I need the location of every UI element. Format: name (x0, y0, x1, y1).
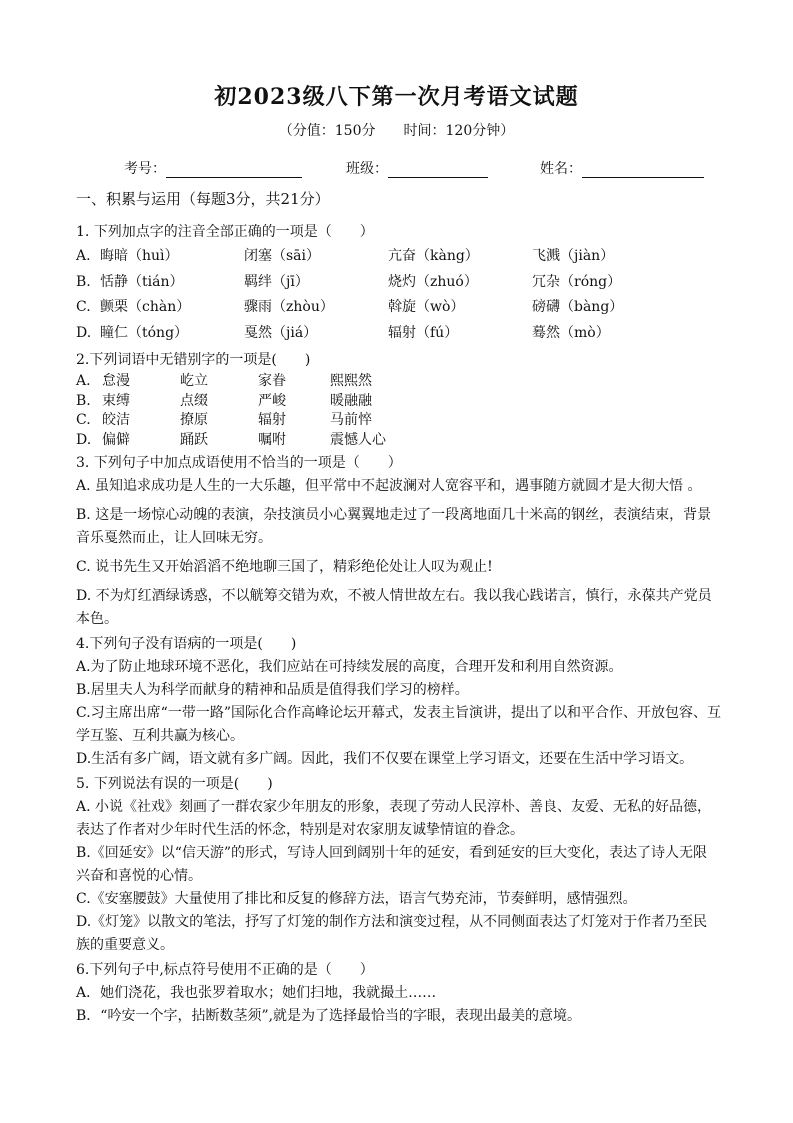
option-word: 撩原 (180, 412, 208, 428)
option-label: D. (76, 431, 92, 448)
option-word: 熙熙然 (330, 373, 372, 389)
option-word: 震憾人心 (330, 431, 386, 448)
question-stem: 4.下列句子没有语病的一项是( ) (76, 636, 297, 652)
option-word: 怠漫 (102, 373, 130, 389)
option-word: 暖融融 (330, 392, 372, 409)
question-6 (76, 959, 721, 1028)
option-b[interactable]: B.《回延安》以“信天游”的形式，写诗人回到阔别十年的延安，看到延安的巨大变化，表达了诗人无限兴奋和喜悦的心情。 (76, 845, 708, 884)
question-4 (76, 633, 721, 771)
option-a[interactable]: A．她们浇花，我也张罗着取水；她们扫地，我就撮土…… (76, 985, 437, 1001)
option-item: 骤雨（zhòu） (244, 299, 334, 315)
option-d[interactable]: D.《灯笼》以散文的笔法，抒写了灯笼的制作方法和演变过程，从不同侧面表达了灯笼对于作者乃至民族的重要意义。 (76, 914, 708, 953)
score-info: （分值：150分 (278, 123, 376, 139)
question-stem: 3. 下列句子中加点成语使用不恰当的一项是（ ） (76, 455, 402, 471)
option-row[interactable] (76, 244, 721, 270)
option-item: 辐射（fú） (388, 324, 459, 341)
name-field[interactable] (540, 158, 704, 178)
option-a[interactable]: A. 小说《社戏》刻画了一群农家少年朋友的形象，表现了劳动人民淳朴、善良、友爱、无私的好品德，表达了作者对少年时代生活的怀念，特别是对农家朋友诚挚情谊的眷念。 (76, 799, 712, 838)
option-b[interactable]: B.居里夫人为科学而献身的精神和品质是值得我们学习的榜样。 (76, 682, 469, 698)
name-blank[interactable] (582, 163, 704, 178)
option-word: 点缀 (180, 392, 208, 409)
option-label: C. (76, 299, 91, 315)
option-word: 严峻 (258, 392, 286, 409)
question-5 (76, 773, 721, 957)
option-item: 瞳仁（tóng） (100, 324, 189, 341)
question-2 (76, 348, 721, 450)
exam-no-blank[interactable] (166, 163, 302, 178)
option-item: 烧灼（zhuó） (388, 273, 478, 290)
question-stem: 6.下列句子中,标点符号使用不正确的是（ ） (76, 962, 374, 978)
option-b[interactable]: B．“吟安一个字，拈断数茎须”,就是为了选择最恰当的字眼，表现出最美的意境。 (76, 1008, 582, 1024)
option-c[interactable]: C.《安塞腰鼓》大量使用了排比和反复的修辞方法，语言气势充沛，节奏鲜明，感情强烈。 (76, 891, 637, 907)
option-item: 磅礴（bàng） (532, 299, 624, 315)
option-item: 蓦然（mò） (532, 324, 610, 341)
option-word: 家眷 (258, 373, 286, 389)
exam-no-label: 考号： (124, 161, 166, 177)
student-info-row (0, 158, 793, 180)
option-label: B. (76, 273, 91, 290)
page-title: 初2023级八下第一次月考语文试题 (214, 84, 579, 110)
option-word: 马前悴 (330, 412, 372, 428)
option-d[interactable]: D. 不为灯红酒绿诱惑，不以觥筹交错为欢，不被人情世故左右。我以我心践诺言，慎行，永葆共产党员本色。 (76, 588, 712, 627)
option-a[interactable]: A. 虽知追求成功是人生的一大乐趣，但平常中不起波澜对人宽容平和，遇事随方就圆才是大彻大悟 。 (76, 478, 702, 494)
option-label: A. (76, 248, 91, 264)
exam-no-field[interactable] (124, 158, 302, 178)
section-heading: 一、积累与运用（每题3分，共21分） (76, 190, 330, 208)
option-item: 闭塞（sāi） (244, 248, 321, 264)
option-row[interactable] (76, 392, 721, 412)
option-item: 恬静（tián） (100, 273, 184, 290)
option-row[interactable] (76, 411, 721, 431)
option-row[interactable] (76, 372, 721, 392)
option-label: B. (76, 392, 91, 409)
option-item: 亢奋（kàng） (388, 248, 479, 264)
option-a[interactable]: A.为了防止地球环境不恶化，我们应站在可持续发展的高度，合理开发和利用自然资源。 (76, 659, 623, 675)
option-c[interactable]: C. 说书先生又开始滔滔不绝地聊三国了，精彩绝伦处让人叹为观止! (76, 559, 493, 575)
option-d[interactable]: D.生活有多广阔，语文就有多广阔。因此，我们不仅要在课堂上学习语文，还要在生活中学习语文。 (76, 751, 694, 767)
option-item: 羁绊（jī） (244, 273, 309, 290)
question-3 (76, 452, 721, 631)
option-word: 皎洁 (102, 412, 130, 428)
option-item: 冗杂（róng） (532, 273, 622, 290)
option-row[interactable] (76, 321, 721, 347)
class-label: 班级： (346, 161, 388, 177)
option-label: D. (76, 324, 92, 341)
option-row[interactable] (76, 431, 721, 451)
option-word: 偏僻 (102, 431, 130, 448)
option-item: 戛然（jiá） (244, 324, 318, 341)
option-row[interactable] (76, 270, 721, 296)
question-stem: 5. 下列说法有误的一项是( ) (76, 776, 273, 792)
name-label: 姓名： (540, 161, 582, 177)
option-label: A. (76, 373, 91, 389)
exam-meta (0, 120, 793, 140)
question-stem: 2.下列词语中无错别字的一项是( ) (76, 352, 311, 368)
option-word: 辐射 (258, 412, 286, 428)
option-row[interactable] (76, 295, 721, 321)
option-item: 斡旋（wò） (388, 299, 465, 315)
option-item: 飞溅（jiàn） (532, 248, 615, 264)
time-info: 时间：120分钟） (403, 123, 515, 139)
question-stem: 1. 下列加点字的注音全部正确的一项是（ ） (76, 224, 374, 240)
exam-content (76, 186, 721, 1028)
option-word: 嘱咐 (258, 431, 286, 448)
option-word: 束缚 (102, 392, 130, 409)
question-1 (76, 220, 721, 346)
class-field[interactable] (346, 158, 488, 178)
option-c[interactable]: C.习主席出席“一带一路”国际化合作高峰论坛开幕式，发表主旨演讲，提出了以和平合作、开放包容、互学互鉴、互利共赢为核心。 (76, 705, 721, 744)
option-word: 屹立 (180, 373, 208, 389)
option-item: 颤栗（chàn） (100, 299, 191, 315)
option-item: 晦暗（huì） (100, 248, 179, 264)
option-b[interactable]: B. 这是一场惊心动魄的表演，杂技演员小心翼翼地走过了一段离地面几十米高的钢丝，表演结束，背景音乐戛然而止，让人回味无穷。 (76, 507, 712, 546)
class-blank[interactable] (388, 163, 488, 178)
option-label: C. (76, 412, 91, 428)
option-word: 踊跃 (180, 431, 208, 448)
